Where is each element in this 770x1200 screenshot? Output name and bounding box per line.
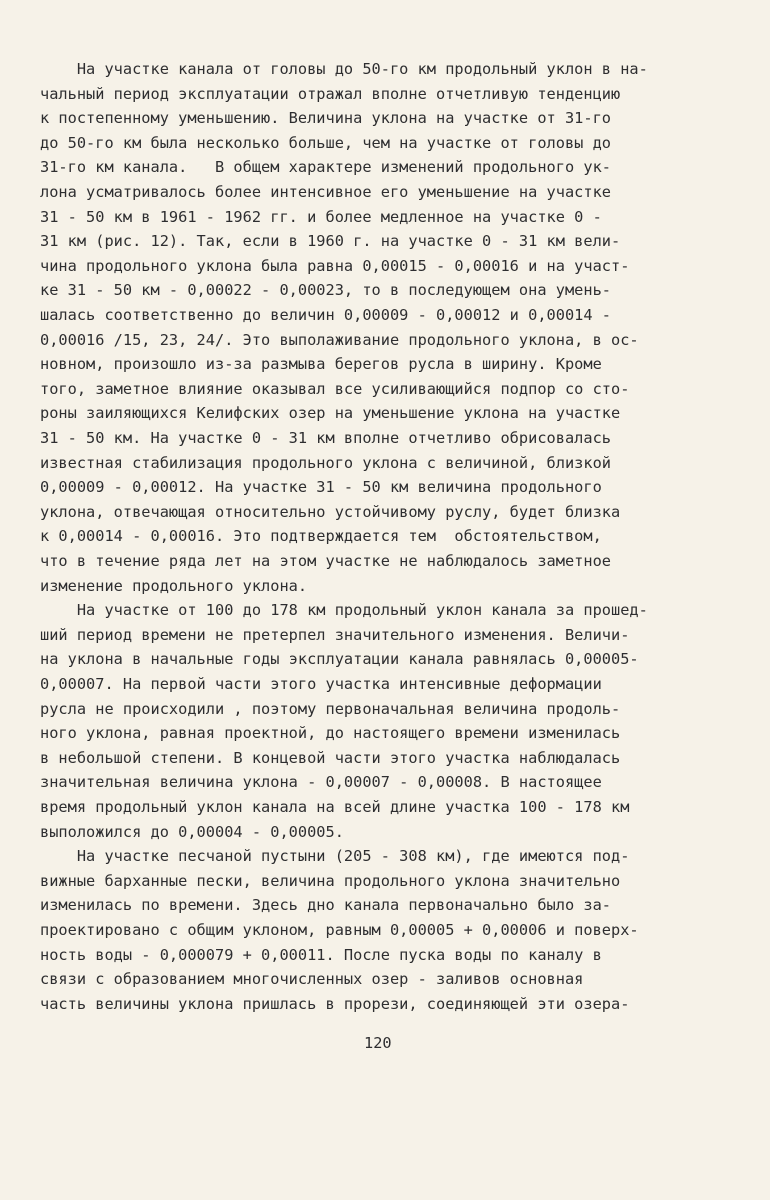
text-line: 31 - 50 км. На участке 0 - 31 км вполне отчетливо обрисовалась xyxy=(40,429,611,447)
text-line: 0,00009 - 0,00012. На участке 31 - 50 км величина продольного xyxy=(40,478,602,497)
text-line: значительная величина уклона - 0,00007 - 0,00008. В настоящее xyxy=(40,773,602,792)
text-line: вижные барханные пески, величина продольного уклона значительно xyxy=(40,871,621,890)
text-line: шалась соответственно до величин 0,00009 - 0,00012 и 0,00014 - xyxy=(40,306,611,324)
text-line: 31-го км канала. В общем характере изменений продольного ук- xyxy=(40,158,611,177)
text-line: ность воды - 0,000079 + 0,00011. После пуска воды по каналу в xyxy=(40,945,602,964)
text-line: новном, произошло из-за размыва берегов русла в ширину. Кроме xyxy=(40,355,602,374)
text-line: ного уклона, равная проектной, до настоящего времени изменилась xyxy=(40,724,621,743)
text-line: выположился до 0,00004 - 0,00005. xyxy=(40,822,344,841)
text-line: что в течение ряда лет на этом участке не наблюдалось заметное xyxy=(40,552,611,570)
text-line: 0,00016 /15, 23, 24/. Это выполаживание продольного уклона, в ос- xyxy=(40,330,639,349)
text-line: того, заметное влияние оказывал все усиливающийся подпор со сто- xyxy=(40,379,630,398)
text-line: уклона, отвечающая относительно устойчивому руслу, будет близка xyxy=(40,502,621,521)
text-line: чина продольного уклона была равна 0,00015 - 0,00016 и на участ- xyxy=(40,256,630,275)
text-line: связи с образованием многочисленных озер - заливов основная xyxy=(40,970,584,989)
text-line: время продольный уклон канала на всей длине участка 100 - 178 км xyxy=(40,798,630,816)
text-line: чальный период эксплуатации отражал вполне отчетливую тенденцию xyxy=(40,84,621,103)
text-line: русла не происходили , поэтому первоначальная величина продоль- xyxy=(40,699,621,718)
text-line: 31 - 50 км в 1961 - 1962 гг. и более медленное на участке 0 - xyxy=(40,207,602,226)
text-line: на уклона в начальные годы эксплуатации канала равнялась 0,00005- xyxy=(40,650,639,669)
text-line: изменилась по времени. Здесь дно канала первоначально было за- xyxy=(40,896,611,915)
page-number: 120 xyxy=(364,1034,392,1052)
text-line: 31 км (рис. 12). Так, если в 1960 г. на участке 0 - 31 км вели- xyxy=(40,232,621,251)
text-line: На участке от 100 до 178 км продольный уклон канала за прошед- xyxy=(40,601,648,620)
text-line: в небольшой степени. В концевой части этого участка наблюдалась xyxy=(40,748,621,767)
text-line: 0,00007. На первой части этого участка интенсивные деформации xyxy=(40,675,602,693)
text-line: ке 31 - 50 км - 0,00022 - 0,00023, то в последующем она умень- xyxy=(40,281,611,300)
text-line: На участке канала от головы до 50-го км продольный уклон в на- xyxy=(40,60,648,78)
text-line: ший период времени не претерпел значительного изменения. Величи- xyxy=(40,625,630,644)
text-line: проектировано с общим уклоном, равным 0,00005 + 0,00006 и поверх- xyxy=(40,921,639,939)
text-line: до 50-го км была несколько больше, чем на участке от головы до xyxy=(40,133,611,152)
text-line: часть величины уклона пришлась в прорези, соединяющей эти озера- xyxy=(40,994,630,1013)
text-line: На участке песчаной пустыни (205 - 308 км), где имеются под- xyxy=(40,847,630,866)
text-line: известная стабилизация продольного уклона с величиной, близкой xyxy=(40,453,611,472)
text-line: роны заиляющихся Келифских озер на уменьшение уклона на участке xyxy=(40,404,621,423)
text-line: к 0,00014 - 0,00016. Это подтверждается тем обстоятельством, xyxy=(40,527,602,546)
text-line: лона усматривалось более интенсивное его уменьшение на участке xyxy=(40,183,611,201)
text-line: к постепенному уменьшению. Величина уклона на участке от 31-го xyxy=(40,109,611,128)
text-line: изменение продольного уклона. xyxy=(40,576,308,595)
